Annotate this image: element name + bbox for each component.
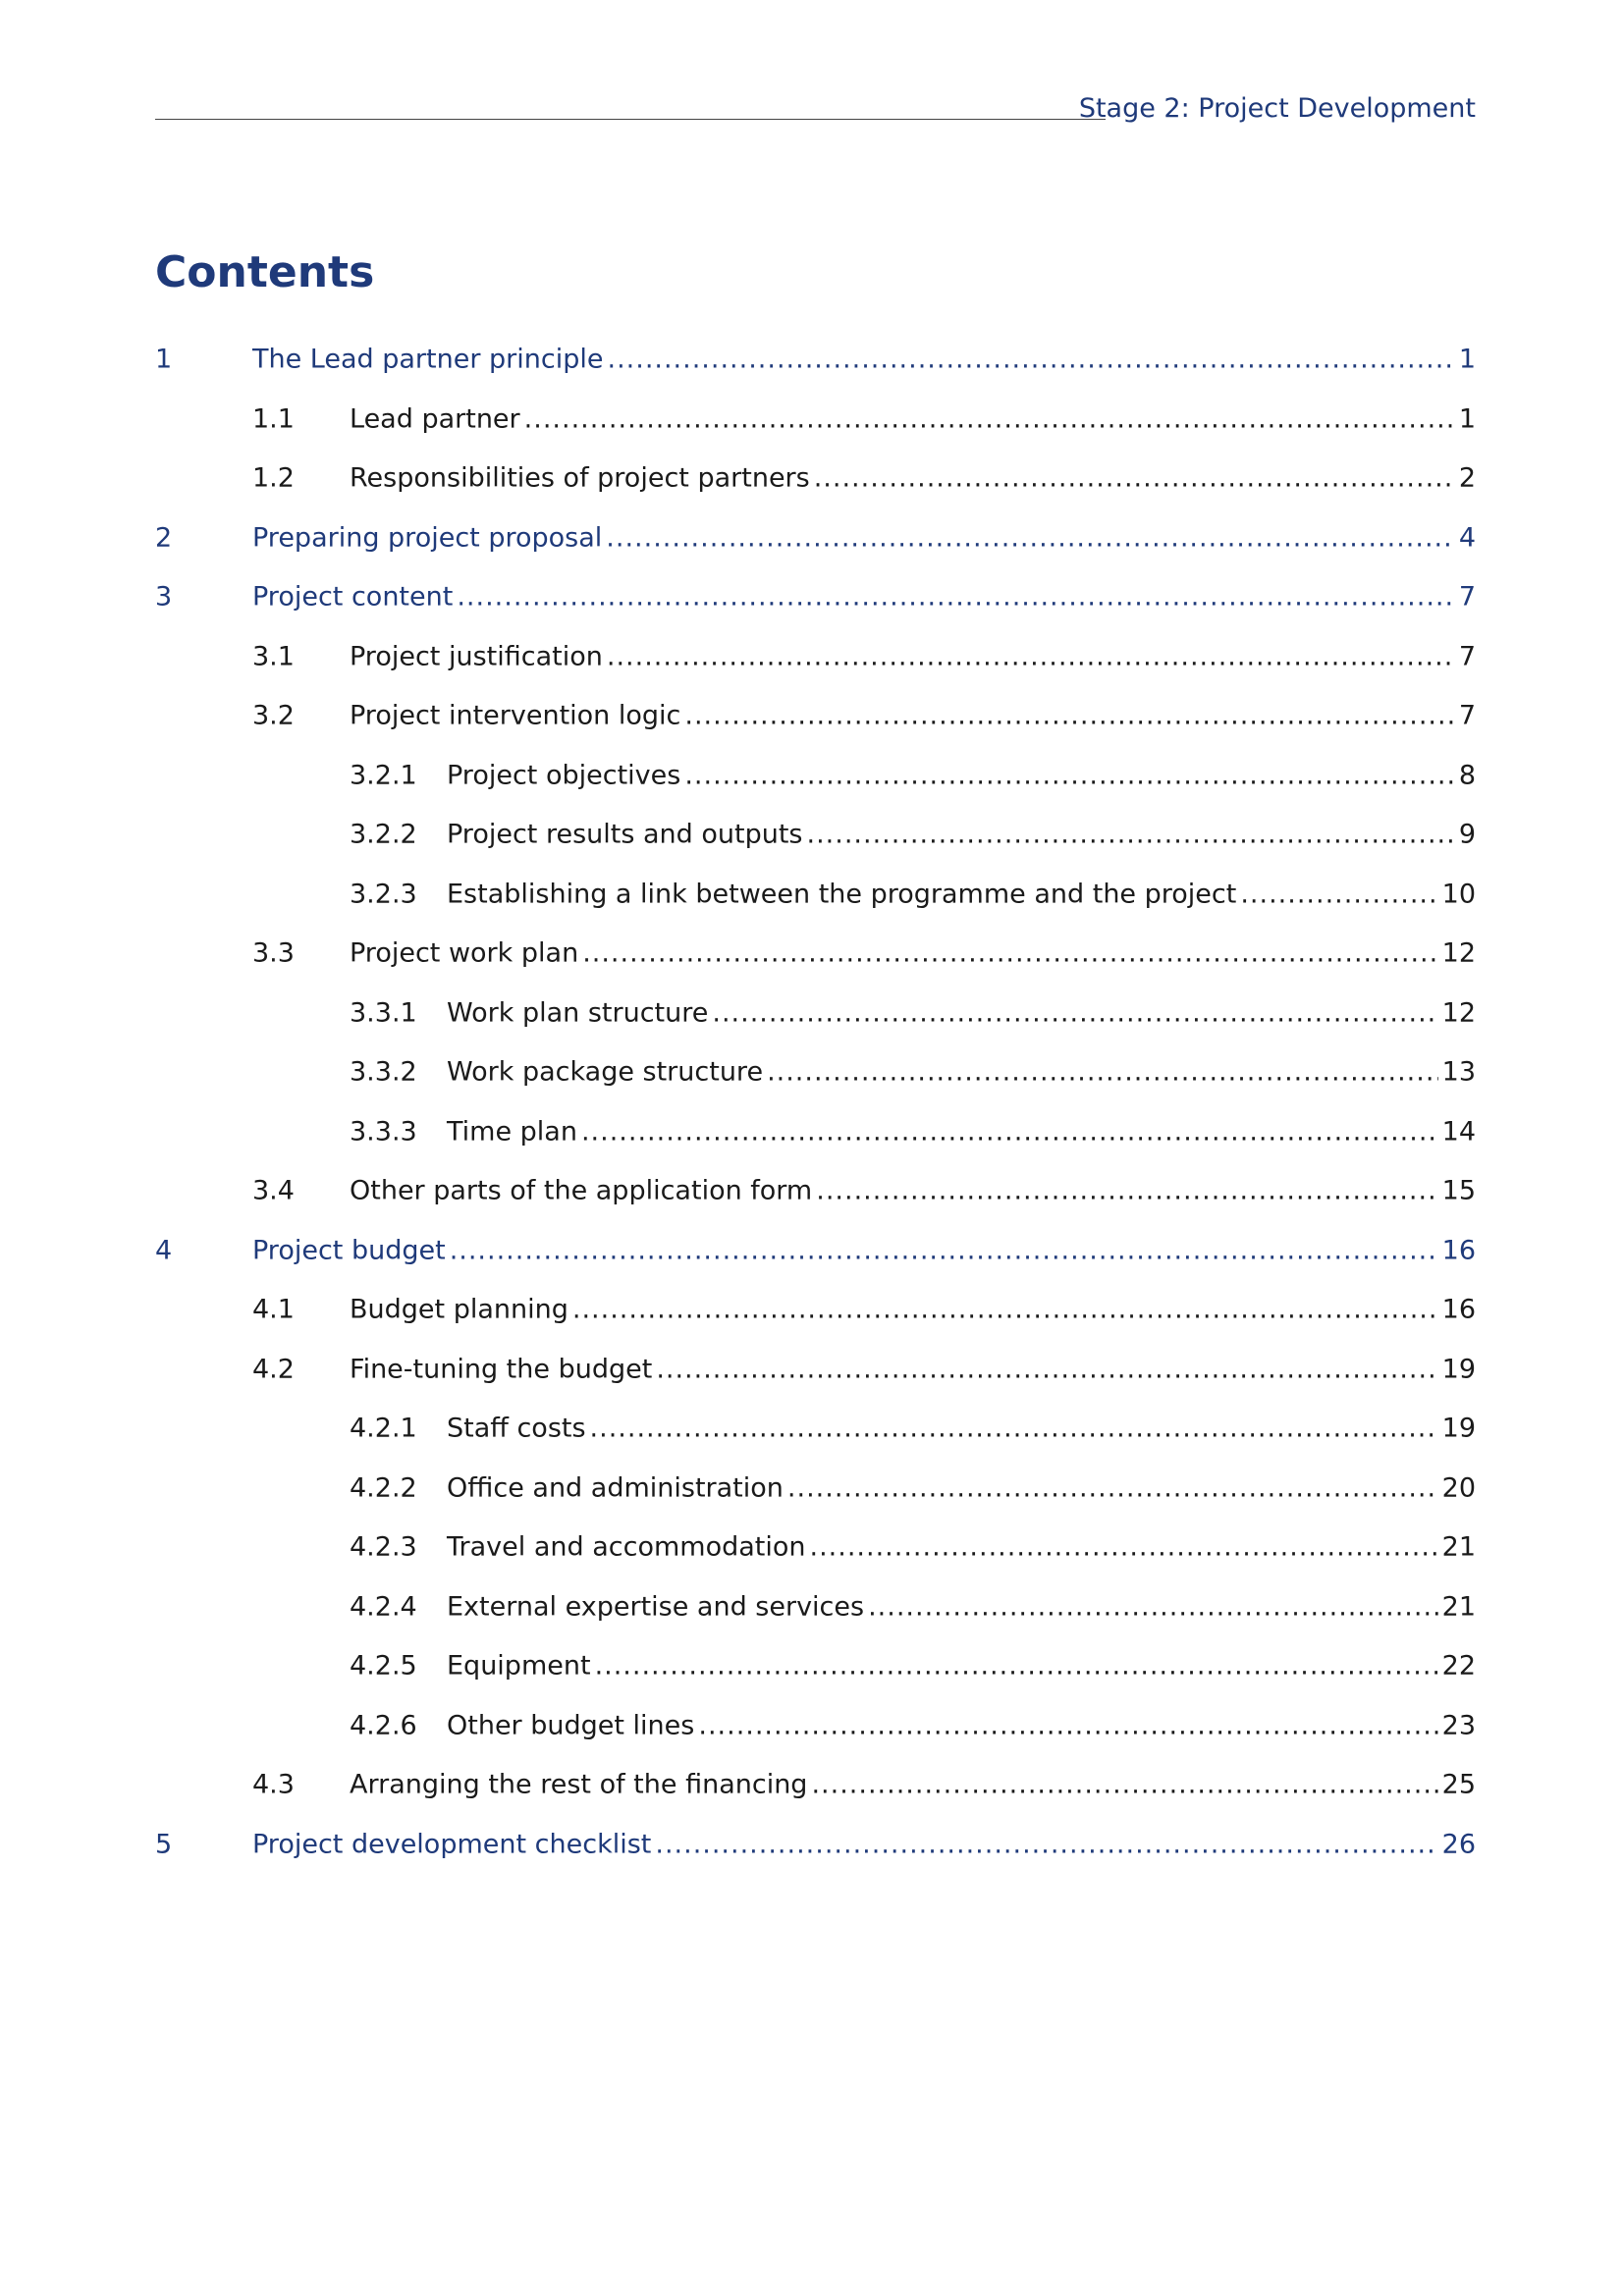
toc-entry-line bbox=[447, 1472, 1476, 1503]
toc-entry[interactable] bbox=[155, 1518, 1476, 1577]
toc-dot-leader bbox=[655, 1829, 1437, 1859]
toc-entry[interactable] bbox=[155, 1102, 1476, 1162]
toc-entry[interactable] bbox=[155, 330, 1476, 390]
toc-dot-leader bbox=[807, 820, 1455, 850]
header-rule bbox=[155, 119, 1106, 120]
toc-entry-number: 3.2 bbox=[252, 700, 295, 731]
toc-entry-label[interactable]: Project intervention logic bbox=[350, 700, 681, 731]
toc-entry-label[interactable]: The Lead partner principle bbox=[252, 344, 604, 375]
toc-entry-label[interactable]: Travel and accommodation bbox=[447, 1531, 806, 1563]
toc-entry-number: 3.2.2 bbox=[350, 819, 417, 850]
toc-entry-label[interactable]: Equipment bbox=[447, 1650, 591, 1682]
toc-entry-page-number[interactable]: 12 bbox=[1441, 937, 1476, 969]
toc-entry-page-number[interactable]: 7 bbox=[1458, 581, 1476, 613]
toc-entry-label[interactable]: Lead partner bbox=[350, 403, 520, 435]
toc-dot-leader bbox=[656, 1354, 1437, 1384]
toc-entry-number: 2 bbox=[155, 522, 173, 554]
toc-entry-label[interactable]: Staff costs bbox=[447, 1413, 586, 1444]
toc-entry-number: 3 bbox=[155, 581, 173, 613]
toc-dot-leader bbox=[606, 522, 1455, 553]
toc-entry-line bbox=[447, 1116, 1476, 1147]
toc-entry[interactable] bbox=[155, 924, 1476, 984]
toc-dot-leader bbox=[767, 1057, 1438, 1088]
toc-entry-number: 3.2.1 bbox=[350, 760, 417, 791]
toc-entry-number: 1.1 bbox=[252, 403, 295, 435]
toc-dot-leader bbox=[814, 463, 1455, 494]
toc-dot-leader bbox=[595, 1651, 1438, 1682]
toc-entry[interactable] bbox=[155, 390, 1476, 450]
toc-entry-page-number[interactable]: 8 bbox=[1458, 760, 1476, 791]
toc-entry-line bbox=[350, 1770, 1476, 1800]
toc-entry-number: 4.3 bbox=[252, 1769, 295, 1800]
toc-entry-number: 4.2.5 bbox=[350, 1650, 417, 1682]
toc-entry-page-number[interactable]: 2 bbox=[1458, 462, 1476, 494]
toc-entry-label[interactable]: Project content bbox=[252, 581, 454, 613]
toc-dot-leader bbox=[810, 1532, 1438, 1563]
toc-entry[interactable] bbox=[155, 984, 1476, 1043]
toc-entry-number: 4.2 bbox=[252, 1354, 295, 1385]
toc-entry-page-number[interactable]: 12 bbox=[1441, 997, 1476, 1029]
toc-entry-number: 4 bbox=[155, 1235, 173, 1266]
toc-entry-line bbox=[447, 1651, 1476, 1682]
toc-entry[interactable] bbox=[155, 805, 1476, 865]
toc-entry-page-number[interactable]: 1 bbox=[1458, 403, 1476, 435]
toc-dot-leader bbox=[590, 1414, 1438, 1444]
toc-entry-label[interactable]: Project results and outputs bbox=[447, 819, 803, 850]
toc-entry-page-number[interactable]: 13 bbox=[1441, 1056, 1476, 1088]
toc-entry-line bbox=[252, 522, 1476, 553]
toc-entry[interactable] bbox=[155, 1340, 1476, 1400]
toc-entry-line bbox=[447, 760, 1476, 790]
toc-entry-page-number[interactable]: 19 bbox=[1441, 1354, 1476, 1385]
toc-entry-label[interactable]: Office and administration bbox=[447, 1472, 784, 1504]
toc-entry-number: 4.2.1 bbox=[350, 1413, 417, 1444]
toc-entry-label[interactable]: Other parts of the application form bbox=[350, 1175, 813, 1206]
toc-entry-page-number[interactable]: 15 bbox=[1441, 1175, 1476, 1206]
toc-entry[interactable] bbox=[155, 1459, 1476, 1519]
toc-dot-leader bbox=[712, 997, 1437, 1028]
toc-entry[interactable] bbox=[155, 1815, 1476, 1875]
toc-entry-line bbox=[350, 641, 1476, 671]
toc-dot-leader bbox=[868, 1591, 1438, 1622]
toc-entry-line bbox=[447, 820, 1476, 850]
toc-dot-leader bbox=[787, 1472, 1438, 1503]
toc-entry[interactable] bbox=[155, 1399, 1476, 1459]
toc-entry-number: 3.3 bbox=[252, 937, 295, 969]
toc-entry-number: 1 bbox=[155, 344, 173, 375]
toc-entry[interactable] bbox=[155, 449, 1476, 508]
toc-entry-label[interactable]: Project development checklist bbox=[252, 1829, 652, 1860]
toc-dot-leader bbox=[811, 1770, 1437, 1800]
toc-entry-label[interactable]: Fine-tuning the budget bbox=[350, 1354, 653, 1385]
toc-entry-label[interactable]: Budget planning bbox=[350, 1294, 568, 1325]
toc-entry-number: 4.2.3 bbox=[350, 1531, 417, 1563]
page-title: Contents bbox=[155, 247, 375, 297]
toc-entry[interactable] bbox=[155, 508, 1476, 568]
toc-entry[interactable] bbox=[155, 1161, 1476, 1221]
toc-entry-label[interactable]: Project work plan bbox=[350, 937, 579, 969]
toc-entry-label[interactable]: Project objectives bbox=[447, 760, 681, 791]
toc-dot-leader bbox=[607, 641, 1455, 671]
toc-entry-label[interactable]: Other budget lines bbox=[447, 1710, 695, 1741]
toc-entry-line bbox=[252, 582, 1476, 613]
toc-entry-page-number[interactable]: 16 bbox=[1441, 1235, 1476, 1266]
toc-entry-line bbox=[350, 1354, 1476, 1384]
toc-entry[interactable] bbox=[155, 1577, 1476, 1637]
toc-entry[interactable] bbox=[155, 1755, 1476, 1815]
toc-dot-leader bbox=[1240, 879, 1437, 909]
toc-dot-leader bbox=[450, 1235, 1438, 1265]
toc-entry-label[interactable]: Responsibilities of project partners bbox=[350, 462, 810, 494]
toc-entry-line bbox=[350, 1176, 1476, 1206]
toc-dot-leader bbox=[816, 1176, 1437, 1206]
toc-entry-page-number[interactable]: 16 bbox=[1441, 1294, 1476, 1325]
toc-entry-line bbox=[350, 403, 1476, 434]
toc-entry[interactable] bbox=[155, 627, 1476, 687]
toc-entry[interactable] bbox=[155, 1221, 1476, 1281]
toc-entry-line bbox=[447, 1057, 1476, 1088]
toc-entry-page-number[interactable]: 23 bbox=[1441, 1710, 1476, 1741]
toc-entry[interactable] bbox=[155, 686, 1476, 746]
toc-entry[interactable] bbox=[155, 1042, 1476, 1102]
toc-entry-page-number[interactable]: 1 bbox=[1458, 344, 1476, 375]
toc-entry-label[interactable]: Time plan bbox=[447, 1116, 577, 1148]
toc-entry-number: 3.3.3 bbox=[350, 1116, 417, 1148]
toc-entry-label[interactable]: Project budget bbox=[252, 1235, 446, 1266]
toc-entry-page-number[interactable]: 4 bbox=[1458, 522, 1476, 554]
toc-entry-number: 3.3.1 bbox=[350, 997, 417, 1029]
toc-entry-page-number[interactable]: 21 bbox=[1441, 1531, 1476, 1563]
toc-entry-line bbox=[447, 1532, 1476, 1563]
toc-entry[interactable] bbox=[155, 1280, 1476, 1340]
toc-entry-line bbox=[252, 1235, 1476, 1265]
toc-entry-line bbox=[447, 1591, 1476, 1622]
toc-entry-label[interactable]: Arranging the rest of the financing bbox=[350, 1769, 808, 1800]
toc-entry-page-number[interactable]: 7 bbox=[1458, 700, 1476, 731]
toc-entry-line bbox=[447, 997, 1476, 1028]
toc-entry-page-number[interactable]: 22 bbox=[1441, 1650, 1476, 1682]
toc-entry-label[interactable]: Preparing project proposal bbox=[252, 522, 603, 554]
toc-entry-page-number[interactable]: 14 bbox=[1441, 1116, 1476, 1148]
toc-entry-page-number[interactable]: 25 bbox=[1441, 1769, 1476, 1800]
running-header bbox=[155, 88, 1476, 124]
toc-entry-label[interactable]: Work package structure bbox=[447, 1056, 764, 1088]
toc-entry-page-number[interactable]: 10 bbox=[1441, 879, 1476, 910]
toc-dot-leader bbox=[684, 701, 1454, 731]
toc-dot-leader bbox=[572, 1295, 1438, 1325]
toc-dot-leader bbox=[582, 938, 1437, 969]
toc-entry[interactable] bbox=[155, 865, 1476, 925]
toc-entry-number: 4.1 bbox=[252, 1294, 295, 1325]
toc-entry-number: 3.4 bbox=[252, 1175, 295, 1206]
toc-entry-page-number[interactable]: 19 bbox=[1441, 1413, 1476, 1444]
toc-entry-line bbox=[350, 463, 1476, 494]
toc-entry-label[interactable]: Establishing a link between the programme and the project bbox=[447, 879, 1237, 910]
toc-entry-number: 4.2.6 bbox=[350, 1710, 417, 1741]
toc-entry-page-number[interactable]: 20 bbox=[1441, 1472, 1476, 1504]
toc-entry-line bbox=[350, 938, 1476, 969]
toc-entry-page-number[interactable]: 21 bbox=[1441, 1591, 1476, 1623]
toc-entry-label[interactable]: Work plan structure bbox=[447, 997, 709, 1029]
toc-dot-leader bbox=[524, 403, 1455, 434]
toc-entry-line bbox=[252, 345, 1476, 375]
toc-entry-number: 3.3.2 bbox=[350, 1056, 417, 1088]
toc-entry[interactable] bbox=[155, 567, 1476, 627]
toc-entry-page-number[interactable]: 9 bbox=[1458, 819, 1476, 850]
toc-entry[interactable] bbox=[155, 1696, 1476, 1756]
toc-entry-line bbox=[447, 879, 1476, 909]
toc-entry-label[interactable]: Project justification bbox=[350, 641, 603, 672]
toc-entry-line bbox=[447, 1414, 1476, 1444]
toc-entry-line bbox=[252, 1829, 1476, 1859]
toc-entry-line bbox=[447, 1710, 1476, 1740]
toc-dot-leader bbox=[607, 345, 1454, 375]
toc-entry-number: 5 bbox=[155, 1829, 173, 1860]
toc-entry-number: 4.2.4 bbox=[350, 1591, 417, 1623]
toc-dot-leader bbox=[698, 1710, 1437, 1740]
toc-entry-page-number[interactable]: 26 bbox=[1441, 1829, 1476, 1860]
toc-entry-label[interactable]: External expertise and services bbox=[447, 1591, 865, 1623]
toc-entry[interactable] bbox=[155, 1636, 1476, 1696]
toc-dot-leader bbox=[581, 1116, 1438, 1147]
toc-entry-number: 3.2.3 bbox=[350, 879, 417, 910]
toc-entry[interactable] bbox=[155, 746, 1476, 806]
header-section-title: Stage 2: Project Development bbox=[1078, 93, 1476, 124]
table-of-contents bbox=[155, 330, 1476, 1874]
toc-entry-line bbox=[350, 1295, 1476, 1325]
toc-entry-number: 3.1 bbox=[252, 641, 295, 672]
toc-dot-leader bbox=[457, 582, 1454, 613]
toc-entry-line bbox=[350, 701, 1476, 731]
toc-entry-number: 1.2 bbox=[252, 462, 295, 494]
toc-entry-page-number[interactable]: 7 bbox=[1458, 641, 1476, 672]
toc-entry-number: 4.2.2 bbox=[350, 1472, 417, 1504]
toc-dot-leader bbox=[684, 760, 1454, 790]
